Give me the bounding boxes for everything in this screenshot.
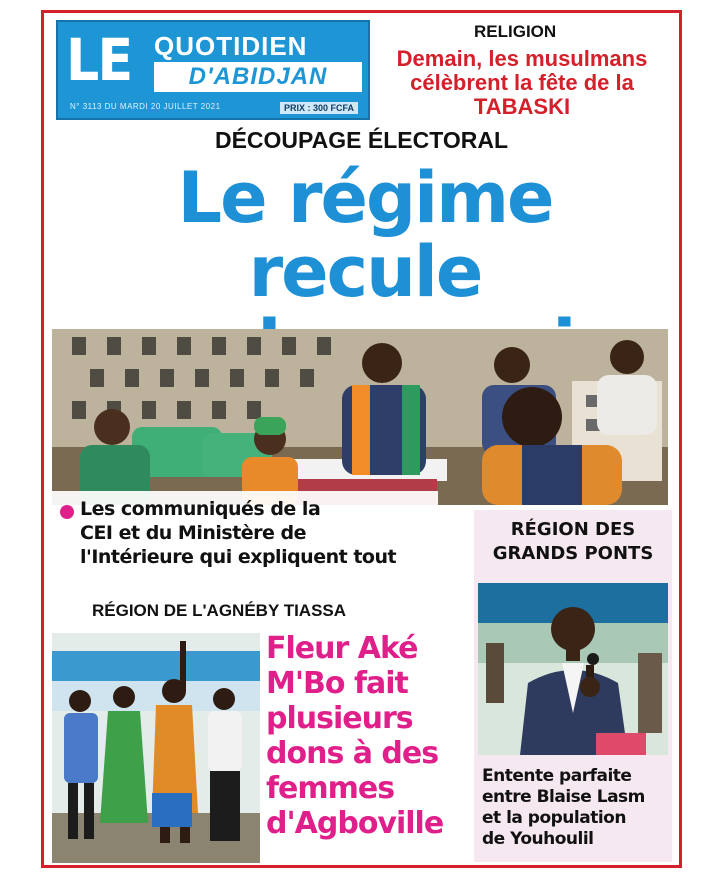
religion-headline[interactable] — [372, 47, 672, 119]
grands-ponts-caption-line: entre Blaise Lasm — [482, 787, 645, 807]
grands-ponts-kicker-line: GRANDS PONTS — [492, 543, 654, 564]
agneby-headline-line: femmes — [266, 771, 395, 806]
religion-kicker: RELIGION — [474, 22, 557, 41]
masthead-abidjan: D'ABIDJAN — [154, 62, 362, 92]
agneby-headline-line: plusieurs — [266, 701, 413, 736]
bullet-dot-icon — [60, 505, 74, 519]
grands-ponts-story[interactable] — [474, 510, 672, 862]
masthead-quotidien: QUOTIDIEN — [154, 31, 308, 61]
agneby-headline-line: M'Bo fait — [266, 666, 408, 701]
masthead-le: LE — [66, 26, 132, 94]
main-kicker: DÉCOUPAGE ÉLECTORAL — [214, 127, 509, 153]
agneby-headline-line: d'Agboville — [266, 806, 444, 841]
main-headline-line: Le régime recule — [177, 157, 553, 313]
bullet-text-line: Les communiqués de la — [80, 498, 321, 520]
bullet-teaser[interactable] — [52, 491, 438, 595]
agneby-photo — [52, 633, 260, 863]
grands-ponts-kicker-line: RÉGION DES — [510, 519, 636, 540]
issue-info: N° 3113 DU MARDI 20 JUILLET 2021 — [70, 102, 221, 111]
bullet-text — [80, 497, 436, 569]
grands-ponts-caption-line: Entente parfaite — [482, 766, 632, 786]
grands-ponts-kicker — [474, 518, 672, 566]
grands-ponts-caption-line: et la population — [482, 808, 626, 828]
bullet-text-line: CEI et du Ministère de — [80, 522, 307, 544]
front-page-frame — [41, 10, 682, 868]
agneby-headline[interactable] — [266, 631, 466, 841]
agneby-kicker: RÉGION DE L'AGNÉBY TIASSA — [92, 601, 347, 620]
bullet-text-line: l'Intérieure qui expliquent tout — [80, 546, 397, 568]
religion-headline-line: célèbrent la fête de la TABASKI — [410, 70, 634, 119]
grands-ponts-photo — [478, 583, 668, 755]
masthead-logo[interactable] — [56, 20, 370, 120]
grands-ponts-caption — [482, 766, 668, 850]
agneby-headline-line: Fleur Aké — [266, 631, 418, 666]
religion-headline-line: Demain, les musulmans — [396, 46, 648, 71]
agneby-headline-line: dons à des — [266, 736, 439, 771]
main-photo-poll-workers — [52, 329, 668, 505]
price-tag: PRIX : 300 FCFA — [280, 102, 358, 114]
grands-ponts-caption-line: de Youhoulil — [482, 829, 594, 849]
